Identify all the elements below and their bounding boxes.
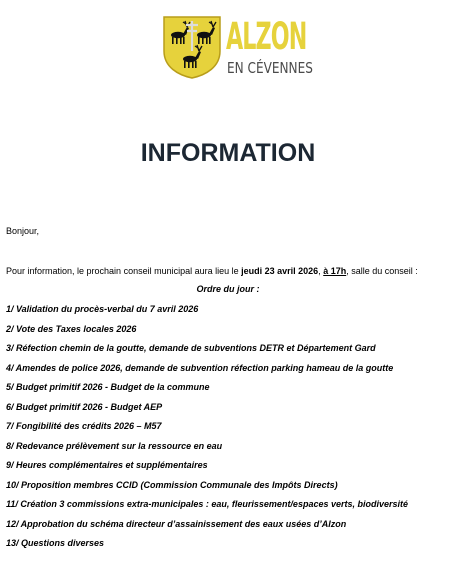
page-title: INFORMATION — [140, 139, 316, 167]
greeting-text: Bonjour, — [6, 226, 40, 236]
town-name: ALZON — [226, 15, 307, 58]
agenda-item: 1/ Validation du procès-verbal du 7 avril 2026 — [6, 304, 199, 314]
intro-location: , salle du conseil : — [346, 266, 418, 276]
agenda-item: 5/ Budget primitif 2026 - Budget de la commune — [6, 382, 210, 392]
agenda-item: 6/ Budget primitif 2026 - Budget AEP — [6, 401, 163, 412]
agenda-item: 11/ Création 3 commissions extra-municipales : eau, fleurissement/espaces verts, biodiversité — [6, 499, 408, 509]
agenda-item: 2/ Vote des Taxes locales 2026 — [6, 323, 137, 334]
intro-lead: Pour information, le prochain conseil municipal aura lieu le — [6, 266, 242, 276]
agenda-item: 4/ Amendes de police 2026, demande de subvention réfection parking hameau de la goutte — [6, 362, 394, 373]
meeting-announcement — [6, 265, 418, 277]
agenda-item: 9/ Heures complémentaires et supplémentaires — [6, 460, 208, 470]
alzon-logo — [162, 15, 322, 79]
agenda-item: 7/ Fongibilité des crédits 2026 – M57 — [6, 421, 162, 431]
agenda-list — [6, 303, 408, 557]
agenda-item: 13/ Questions diverses — [6, 538, 105, 548]
coat-of-arms-icon — [162, 15, 222, 79]
brand-wordmark — [226, 15, 322, 79]
meeting-date: jeudi 23 avril 2026 — [241, 266, 319, 276]
intro-separator: , — [318, 266, 324, 276]
agenda-item: 8/ Redevance prélèvement sur la ressource en eau — [6, 440, 223, 451]
town-subtitle: EN CÉVENNES — [227, 59, 313, 77]
agenda-item: 12/ Approbation du schéma directeur d’assainissement des eaux usées d’Alzon — [6, 518, 347, 529]
agenda-item: 3/ Réfection chemin de la goutte, demande de subventions DETR et Département Gard — [6, 343, 376, 353]
agenda-item: 10/ Proposition membres CCID (Commission Communale des Impôts Directs) — [6, 479, 338, 490]
meeting-time: à 17h — [323, 266, 347, 276]
agenda-title: Ordre du jour : — [196, 284, 260, 294]
